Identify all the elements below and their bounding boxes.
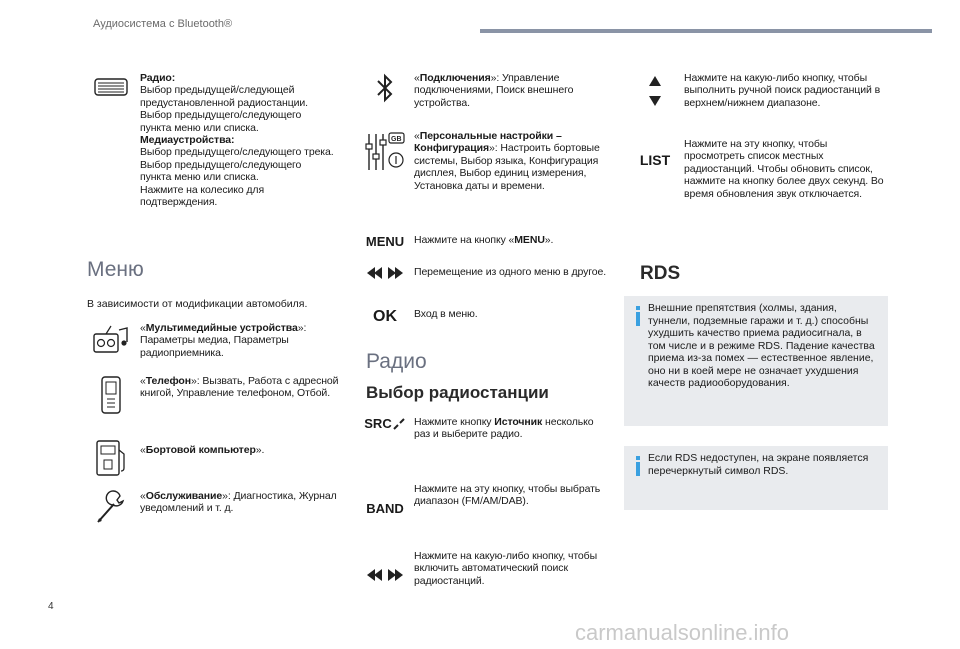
band-text: Нажмите на эту кнопку, чтобы выбрать диапазон (FM/AM/DAB). — [414, 483, 601, 508]
header-bar — [480, 29, 932, 33]
radio-heading: Радио — [366, 350, 427, 373]
personal-desc: Настроить бортовые системы, Выбор языка, Конфигурация дисплея, Выбор единиц измерения, Установка даты и времени. — [414, 142, 600, 192]
ok-text: Вход в меню. — [414, 308, 478, 320]
menu-arrows-row — [360, 266, 614, 280]
menu-item-multimedia — [86, 322, 340, 359]
info-text: Внешние препятствия (холмы, здания, туннели, подземные гаражи и т. д.) способны ухудшить качество приема радиосигнала, в том числе и в режиме RDS. Падение качества приема из-за помех — естественное явление, оно ни в коей мере не означает ухудшения качеств радиооборудования. — [648, 302, 875, 389]
radio-line: Выбор предыдущей/следующей — [140, 84, 295, 97]
menu-button-row — [360, 234, 604, 249]
band-row — [360, 483, 604, 516]
ok-button-row — [360, 308, 604, 326]
phone-handset-icon — [392, 417, 406, 431]
connections-row — [360, 72, 604, 109]
menu-heading: Меню — [87, 258, 144, 281]
menu-text-suffix: ». — [544, 234, 554, 246]
menu-text-bold: MENU — [514, 234, 545, 246]
media-line: подтверждения. — [140, 196, 218, 209]
personal-label: Персональные настройки – Конфигурация — [414, 130, 562, 155]
list-button-label: LIST — [639, 152, 671, 168]
watermark: carmanualsonline.info — [575, 620, 790, 645]
menu-intro: В зависимости от модификации автомобиля. — [87, 298, 308, 310]
list-text: Нажмите на эту кнопку, чтобы просмотреть список местных радиостанций. Чтобы обновить список, нажмите на кнопку более двух секунд. Во время обновления звук отключается. — [684, 138, 884, 200]
personal-settings-row — [360, 130, 604, 192]
quote-open: « — [414, 72, 420, 84]
media-title: Медиаустройства: — [140, 134, 235, 147]
info-text: Если RDS недоступен, на экране появляется перечеркнутый символ RDS. — [648, 452, 869, 477]
ok-button-label: OK — [373, 308, 397, 325]
menu-item-telephone — [86, 375, 340, 415]
seek-arrows-icon — [360, 568, 410, 582]
seek-row — [360, 550, 604, 587]
menu-item-label: Бортовой компьютер — [145, 444, 256, 456]
info-box-reception — [624, 296, 888, 426]
manual-tune-text: Нажмите на какую-либо кнопку, чтобы выполнить ручной поиск радиостанций в верхнем/нижнем диапазоне. — [684, 72, 881, 109]
seek-text: Нажмите на какую-либо кнопку, чтобы включить автоматический поиск радиостанций. — [414, 550, 598, 587]
svg-text:GB: GB — [391, 136, 402, 143]
menu-item-desc: Вызвать, Работа с адресной книгой, Управление телефоном, Отбой. — [140, 375, 339, 400]
media-line: Выбор предыдущего/следующего трека. — [140, 146, 334, 159]
info-icon — [634, 306, 642, 326]
quote-open: « — [140, 444, 146, 456]
band-button-label: BAND — [366, 501, 404, 516]
src-button-label: SRC — [364, 416, 392, 431]
menu-item-desc: Параметры медиа, Параметры радиоприемника. — [140, 334, 289, 359]
media-line: Нажмите на колесико для — [140, 183, 265, 196]
radio-line: Выбор предыдущего/следующего — [140, 109, 302, 122]
menu-item-label: Телефон — [145, 375, 191, 387]
section-title: Аудиосистема с Bluetooth® — [93, 18, 233, 30]
radio-line: предустановленной радиостанции. — [140, 96, 308, 109]
left-right-arrows-icon — [360, 266, 410, 280]
quote-open: « — [140, 490, 146, 502]
menu-item-label: Обслуживание — [145, 490, 223, 502]
src-text-bold: Источник — [494, 416, 543, 428]
manual-tune-row — [630, 72, 884, 109]
multimedia-icon — [86, 322, 136, 356]
media-line: Выбор предыдущего/следующего — [140, 158, 302, 171]
page-number: 4 — [48, 601, 54, 612]
bluetooth-icon — [360, 72, 410, 104]
menu-text-prefix: Нажмите на кнопку « — [414, 234, 515, 246]
quote-open: « — [140, 322, 146, 334]
connections-label: Подключения — [419, 72, 491, 84]
quote-close: »: — [490, 72, 502, 84]
radio-wheel-text — [140, 72, 350, 208]
rds-heading: RDS — [640, 263, 681, 284]
settings-sliders-icon — [360, 130, 410, 174]
src-text-prefix: Нажмите кнопку — [414, 416, 495, 428]
info-icon — [634, 456, 642, 476]
menu-item-trip-computer — [86, 438, 340, 478]
src-text-suffix: несколько раз и выберите радио. — [414, 416, 594, 441]
menu-item-label: Мультимедийные устройства — [145, 322, 298, 334]
quote-close: ». — [255, 444, 265, 456]
info-box-rds — [624, 446, 888, 510]
list-row — [630, 138, 884, 200]
radio-title: Радио: — [140, 72, 176, 84]
quote-close: »: — [297, 322, 307, 334]
quote-close: »: — [222, 490, 234, 502]
station-selection-heading: Выбор радиостанции — [366, 383, 549, 402]
up-down-arrows-icon — [630, 72, 680, 108]
radio-wheel-row — [86, 72, 350, 208]
src-row — [360, 416, 604, 441]
fuel-pump-icon — [86, 438, 136, 478]
thumbwheel-icon — [86, 72, 136, 98]
menu-item-maintenance — [86, 490, 340, 526]
quote-open: « — [414, 130, 420, 142]
connections-desc: Управление подключениями, Поиск внешнего устройства. — [414, 72, 574, 109]
media-line: пункта меню или списка. — [140, 171, 259, 184]
radio-line: пункта меню или списка. — [140, 121, 259, 134]
quote-open: « — [140, 375, 146, 387]
menu-item-desc: Диагностика, Журнал уведомлений и т. д. — [140, 490, 337, 515]
telephone-icon — [86, 375, 136, 415]
wrench-icon — [86, 490, 136, 526]
quote-close: »: — [488, 142, 501, 155]
menu-button-label: MENU — [365, 234, 405, 249]
arrows-text: Перемещение из одного меню в другое. — [414, 266, 607, 278]
quote-close: »: — [190, 375, 203, 387]
